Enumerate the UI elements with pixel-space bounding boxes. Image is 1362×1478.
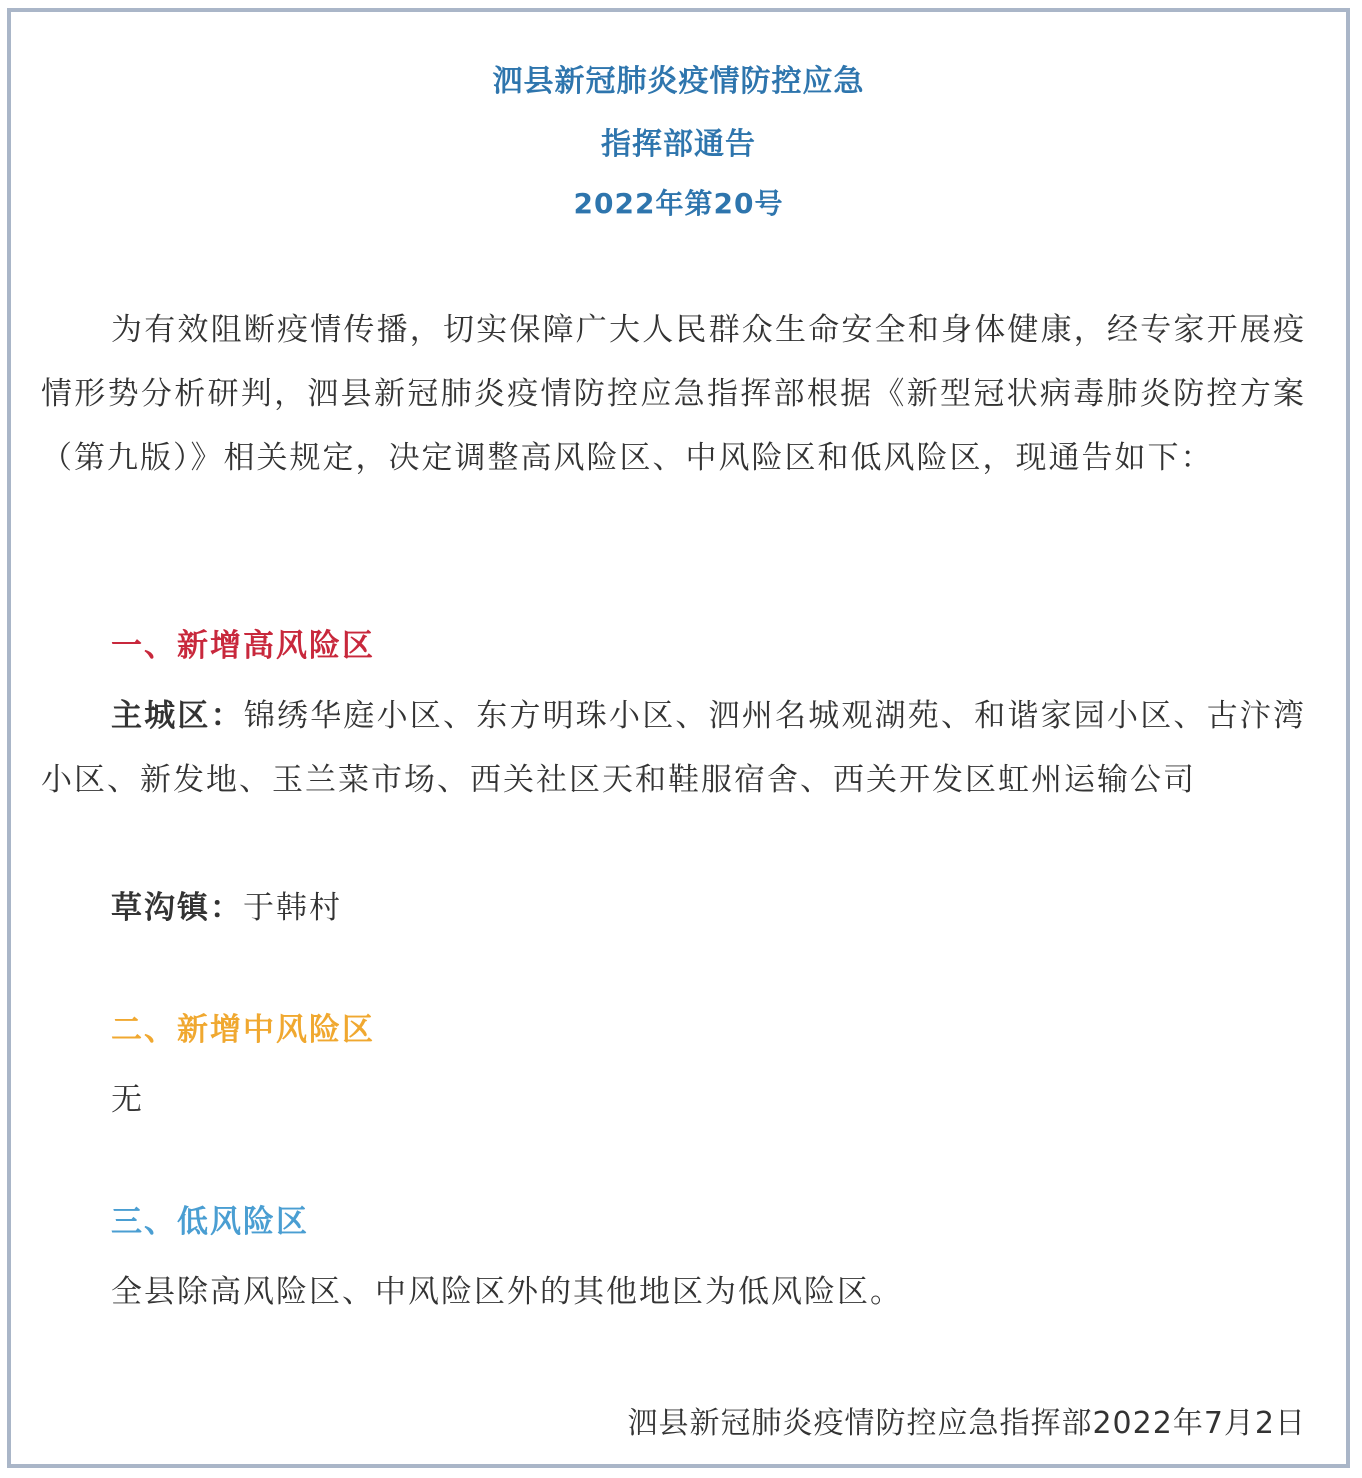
high-risk-caogou-town [41,876,1306,940]
high-risk-caogou-text: 于韩村 [243,890,342,926]
section-low-risk-heading: 三、低风险区 [111,1204,309,1240]
high-risk-main-district-text: 锦绣华庭小区、东方明珠小区、泗州名城观湖苑、和谐家园小区、古汴湾小区、新发地、玉兰菜市场、西关社区天和鞋服宿舍、西关开发区虹州运输公司 [41,698,1307,798]
mid-risk-text: 无 [111,1082,144,1118]
signature: 泗县新冠肺炎疫情防控应急指挥部2022年7月2日 [627,1406,1306,1441]
section-mid-risk-heading: 二、新增中风险区 [111,1012,375,1048]
notice-title-line2: 指挥部通告 [601,127,756,162]
notice-frame [7,8,1350,1468]
notice-title-line1: 泗县新冠肺炎疫情防控应急 [492,64,865,99]
section-high-risk-heading: 一、新增高风险区 [111,628,375,664]
notice-number: 2022年第20号 [573,187,784,220]
high-risk-main-district-label: 主城区： [111,698,244,734]
intro-paragraph: 为有效阻断疫情传播，切实保障广大人民群众生命安全和身体健康，经专家开展疫情形势分析研判，泗县新冠肺炎疫情防控应急指挥部根据《新型冠状病毒肺炎防控方案（第九版）》相关规定，决定调整高风险区、中风险区和低风险区，现通告如下： [41,312,1306,476]
low-risk-text: 全县除高风险区、中风险区外的其他地区为低风险区。 [111,1274,903,1310]
high-risk-caogou-label: 草沟镇： [111,890,243,926]
high-risk-main-district [41,684,1306,812]
